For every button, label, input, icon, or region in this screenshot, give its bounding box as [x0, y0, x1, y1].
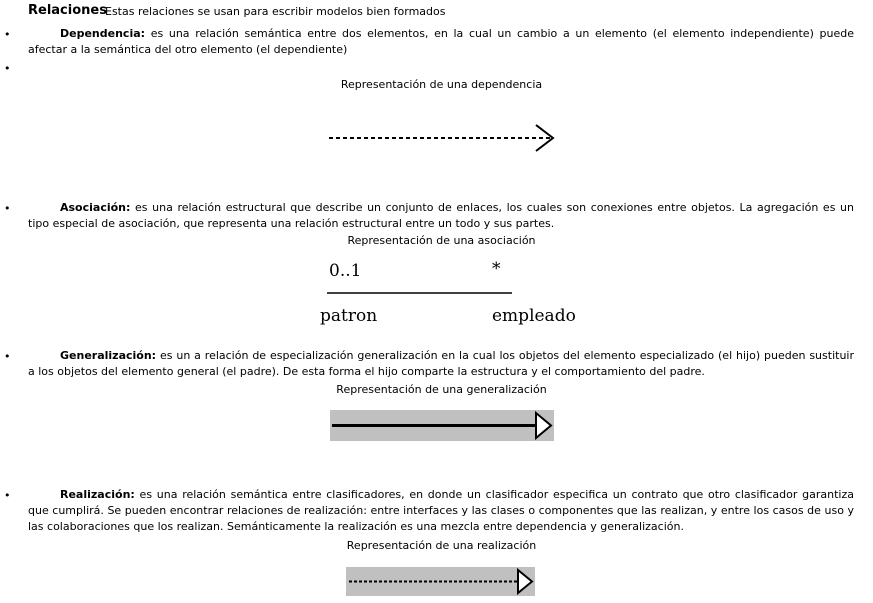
dependency-arrow-icon — [326, 122, 558, 154]
paragraph-asociacion — [28, 200, 854, 232]
text-dependencia: es una relación semántica entre dos elementos, en la cual un cambio a un elemento (el elemento independiente) puede afectar a la semántica del otro elemento (el dependiente) — [28, 27, 854, 56]
bullet: • — [4, 62, 11, 75]
term-dependencia: Dependencia: — [60, 27, 146, 40]
text-generalizacion: es un a relación de especialización generalización en la cual los objetos del elemento especializado (el hijo) pueden sustituir a los objetos del elemento general (el padre). De esta forma el hijo comparte la estructura y el comportamiento del padre. — [28, 349, 854, 378]
page-subtitle: Estas relaciones se usan para escribir modelos bien formados — [105, 5, 446, 18]
caption-asociacion: Representación de una asociación — [347, 234, 536, 247]
paragraph-dependencia — [28, 26, 854, 58]
bullet: • — [4, 28, 11, 41]
text-realizacion: es una relación semántica entre clasificadores, en donde un clasificador especifica un contrato que otro clasificador garantiza que cumplirá. Se pueden encontrar relaciones de realización: entre interfaces y las clases o componentes que las realizan, y entre los casos de uso y las colaboraciones que los realizan. Semánticamente la realización es una mezcla entre dependencia y generalización. — [28, 488, 854, 533]
caption-dependencia: Representación de una dependencia — [340, 78, 543, 91]
realization-arrow-icon — [346, 567, 536, 597]
multiplicity-left: 0..1 — [329, 261, 362, 281]
generalization-arrow-icon — [330, 410, 555, 442]
paragraph-generalizacion — [28, 348, 854, 380]
bullet: • — [4, 350, 11, 363]
paragraph-realizacion — [28, 487, 854, 535]
page-title: Relaciones — [28, 3, 107, 18]
text-asociacion: es una relación estructural que describe un conjunto de enlaces, los cuales son conexiones entre objetos. La agregación es un tipo especial de asociación, que representa una relación estructural entre un todo y sus partes. — [28, 201, 854, 230]
role-right: empleado — [492, 306, 576, 326]
caption-realizacion: Representación de una realización — [346, 539, 537, 552]
multiplicity-right: * — [492, 259, 501, 279]
term-realizacion: Realización: — [60, 488, 135, 501]
term-asociacion: Asociación: — [60, 201, 131, 214]
term-generalizacion: Generalización: — [60, 349, 157, 362]
association-line — [326, 291, 516, 295]
caption-generalizacion: Representación de una generalización — [336, 383, 547, 396]
bullet: • — [4, 202, 11, 215]
role-left: patron — [320, 306, 378, 326]
bullet: • — [4, 489, 11, 502]
